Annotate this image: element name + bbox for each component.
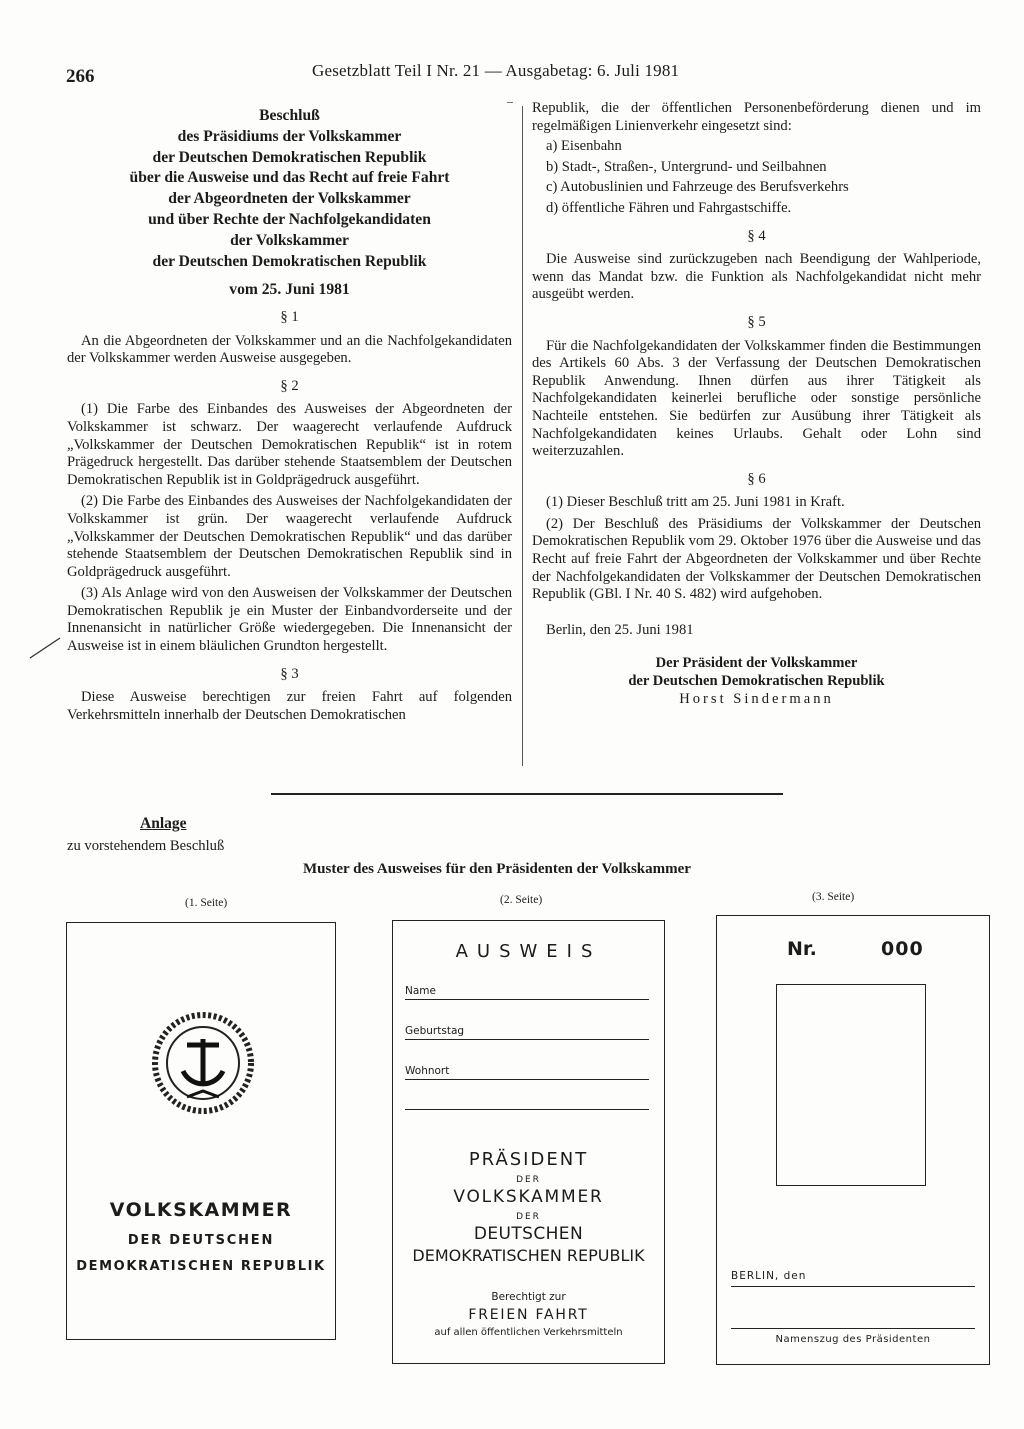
signature-line xyxy=(731,1328,975,1329)
cover-der-deutschen: DER DEUTSCHEN xyxy=(127,1233,275,1248)
section-heading-3: § 3 xyxy=(280,665,299,682)
field-birthday: Geburtstag xyxy=(405,1025,649,1040)
id-card-inside-right xyxy=(716,915,990,1365)
card-number: 000 xyxy=(881,938,924,960)
section-heading-2: § 2 xyxy=(280,377,299,394)
section-heading-6: § 6 xyxy=(747,470,766,487)
section-heading-1: § 1 xyxy=(280,308,299,325)
card-berlin-date: BERLIN, den xyxy=(731,1270,975,1287)
card-signature-caption: Namenszug des Präsidenten xyxy=(775,1334,931,1345)
title-line: des Präsidiums der Volkskammer xyxy=(177,127,402,145)
page-label-2: (2. Seite) xyxy=(500,894,543,906)
card-volkskammer: VOLKSKAMMER xyxy=(453,1187,604,1207)
place-date: Berlin, den 25. Juni 1981 xyxy=(546,621,694,638)
section-6-paragraph-1: (1) Dieser Beschluß tritt am 25. Juni 1981 in Kraft. xyxy=(546,494,845,511)
field-name: Name xyxy=(405,985,649,1000)
left-column xyxy=(67,106,512,724)
page-label-1: (1. Seite) xyxy=(185,897,228,909)
specimen-title: Muster des Ausweises für den Präsidenten der Volkskammer xyxy=(303,861,691,877)
card-heading: AUSWEIS xyxy=(455,941,602,962)
decision-title xyxy=(67,106,512,272)
title-line: Beschluß xyxy=(259,107,320,124)
running-head: Gesetzblatt Teil I Nr. 21 — Ausgabetag: 6. Juli 1981 xyxy=(312,61,680,80)
list-item: d) öffentliche Fähren und Fahrgastschiffe. xyxy=(546,199,792,216)
card-der: DER xyxy=(516,1212,541,1222)
card-berechtigt: Berechtigt zur xyxy=(491,1291,566,1303)
section-2-paragraph-2: (2) Die Farbe des Einbandes des Ausweises der Nachfolgekandidaten der Volkskammer ist grün. Der waagerecht verlaufende Aufdruck „Volkskammer der Deutschen Demokratischen Republik“ und das darüber stehende Staatsemblem der Deutschen Demokratischen Republik sind in Goldprägedruck ausgeführt. xyxy=(67,493,512,580)
section-3-text-continued: Republik, die der öffentlichen Personenbeförderung dienen und im regelmäßigen Linienverkehr eingesetzt sind: xyxy=(532,100,981,134)
cover-volkskammer: VOLKSKAMMER xyxy=(109,1199,293,1221)
id-card-inside-left xyxy=(392,920,665,1364)
title-line: der Deutschen Demokratischen Republik xyxy=(152,148,427,166)
card-deutschen: DEUTSCHEN xyxy=(473,1224,584,1244)
section-1-text: An die Abgeordneten der Volkskammer und an die Nachfolgekandidaten der Volkskammer werden Ausweise ausgegeben. xyxy=(67,332,512,367)
signature-title-line-1: Der Präsident der Volkskammer xyxy=(655,655,858,672)
title-line: und über Rechte der Nachfolgekandidaten xyxy=(148,210,431,228)
section-3-text-start: Diese Ausweise berechtigen zur freien Fahrt auf folgenden Verkehrsmitteln innerhalb der Deutschen Demokratischen xyxy=(67,689,512,723)
title-line: der Volkskammer xyxy=(230,231,349,249)
card-der: DER xyxy=(516,1175,541,1185)
photo-box xyxy=(776,984,926,1186)
card-verkehrsmittel: auf allen öffentlichen Verkehrsmitteln xyxy=(434,1327,623,1338)
annex-title: Anlage xyxy=(140,815,187,832)
annex-subtitle: zu vorstehendem Beschluß xyxy=(67,838,225,854)
card-freie-fahrt: FREIEN FAHRT xyxy=(468,1307,589,1323)
section-4-text: Die Ausweise sind zurückzugeben nach Beendigung der Wahlperiode, wenn das Mandat bzw. die Funktion als Nachfolgekandidat nicht mehr ausgeübt werden. xyxy=(532,251,981,303)
section-heading-5: § 5 xyxy=(747,313,766,330)
section-2-paragraph-3: (3) Als Anlage wird von den Ausweisen der Volkskammer der Deutschen Demokratischen Republik je ein Muster der Einbandvorderseite und der Innenansicht in natürlicher Größe wiedergegeben. Die Innenansicht der Ausweise ist in einem bläulichen Grundton hergestellt. xyxy=(67,585,512,655)
ddr-state-emblem-icon xyxy=(151,1011,255,1115)
margin-slash-mark xyxy=(26,636,66,660)
decision-date: vom 25. Juni 1981 xyxy=(229,281,350,299)
list-item: b) Stadt-, Straßen-, Untergrund- und Seilbahnen xyxy=(546,158,827,175)
list-item: a) Eisenbahn xyxy=(546,138,622,155)
column-divider xyxy=(522,106,523,766)
signature-name: Horst Sindermann xyxy=(679,690,834,707)
signature-title-line-2: der Deutschen Demokratischen Republik xyxy=(628,673,885,690)
card-demrep: DEMOKRATISCHEN REPUBLIK xyxy=(412,1246,645,1265)
right-column xyxy=(532,100,981,708)
blank-line xyxy=(405,1109,649,1110)
title-line: der Abgeordneten der Volkskammer xyxy=(168,190,411,208)
field-residence: Wohnort xyxy=(405,1065,649,1080)
card-number-label: Nr. xyxy=(787,938,817,960)
page-number: 266 xyxy=(66,66,95,87)
page-label-3: (3. Seite) xyxy=(812,891,855,903)
list-item: c) Autobuslinien und Fahrzeuge des Berufsverkehrs xyxy=(546,179,849,196)
section-heading-4: § 4 xyxy=(747,227,766,244)
card-president: PRÄSIDENT xyxy=(468,1149,589,1170)
id-card-cover xyxy=(66,922,336,1340)
title-line: der Deutschen Demokratischen Republik xyxy=(152,252,427,270)
cover-republik: DEMOKRATISCHEN REPUBLIK xyxy=(76,1259,326,1274)
section-2-paragraph-1: (1) Die Farbe des Einbandes des Ausweises der Abgeordneten der Volkskammer ist schwarz. Der waagerecht verlaufende Aufdruck „Volkskammer der Deutschen Demokratischen Republik“ ist in rotem Prägedruck hergestellt. Das darüber stehende Staatsemblem der Deutschen Demokratischen Republik ist in Goldprägedruck ausgeführt. xyxy=(67,401,512,488)
title-line: über die Ausweise und das Recht auf freie Fahrt xyxy=(129,169,450,187)
rule-mark xyxy=(507,102,513,103)
section-5-text: Für die Nachfolgekandidaten der Volkskammer finden die Bestimmungen des Artikels 60 Abs. 3 der Verfassung der Deutschen Demokratischen Republik Anwendung. Ihnen dürfen aus ihrer Tätigkeit als Nachfolgekandidaten keinerlei berufliche oder sonstige persönliche Nachteile entstehen. Sie bedürfen zur Ausübung ihrer Tätigkeit als Nachfolgekandidaten keines Urlaubs. Gehalt oder Lohn sind weiterzuzahlen. xyxy=(532,337,981,460)
section-separator xyxy=(271,793,783,795)
section-6-paragraph-2: (2) Der Beschluß des Präsidiums der Volkskammer der Deutschen Demokratischen Republik vom 29. Oktober 1976 über die Ausweise und das Recht auf freie Fahrt der Abgeordneten der Volkskammer und über Rechte der Nachfolgekandidaten der Volkskammer der Deutschen Demokratischen Republik (GBl. I Nr. 40 S. 482) wird aufgehoben. xyxy=(532,515,981,603)
